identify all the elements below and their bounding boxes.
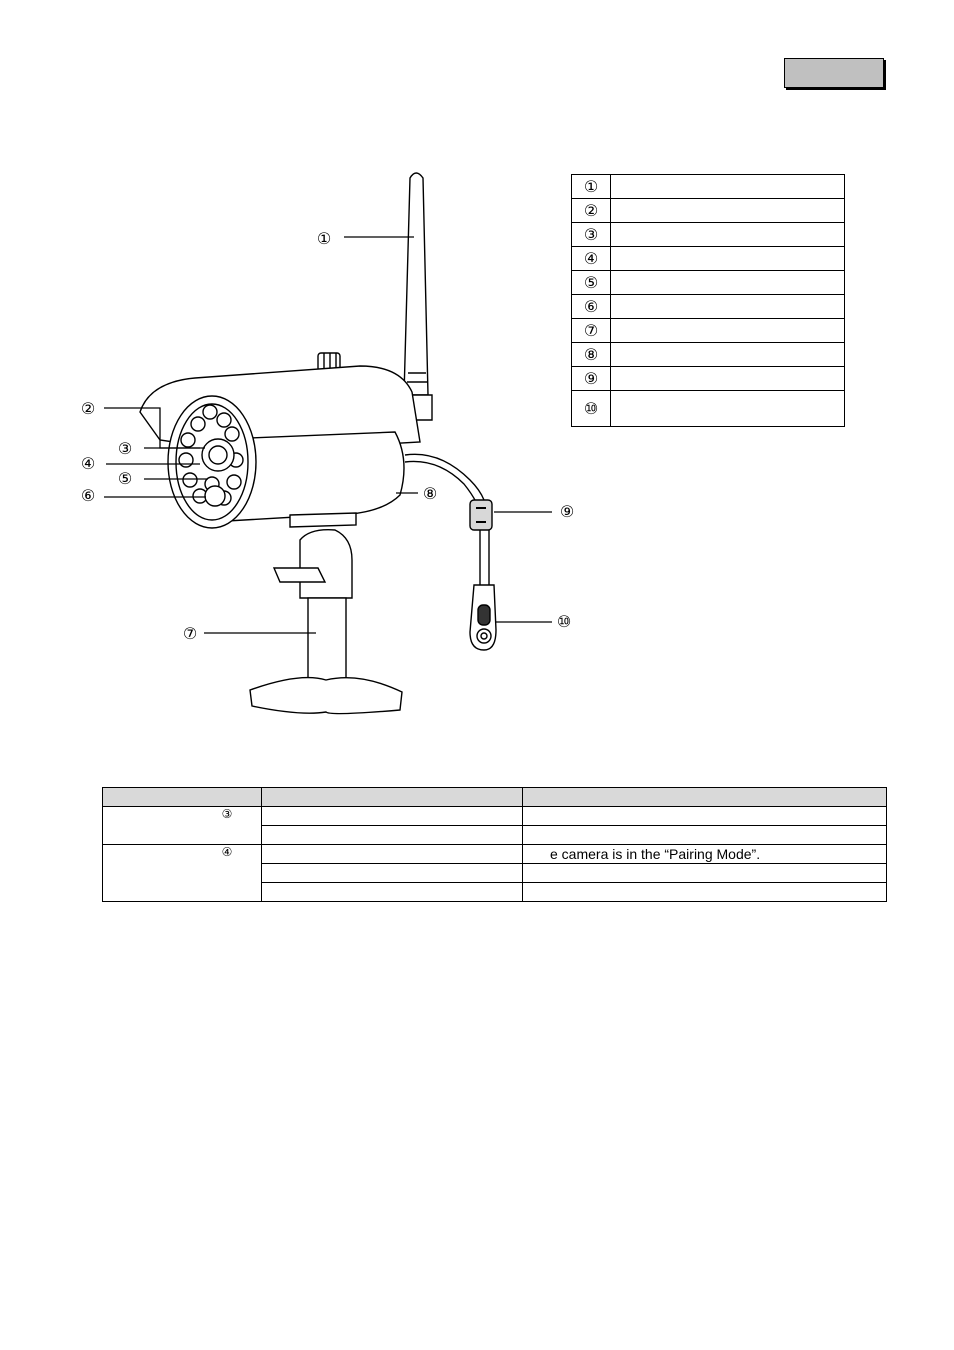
legend-row — [572, 247, 845, 271]
legend-row — [572, 343, 845, 367]
legend-number: ① — [572, 175, 611, 199]
mount-base — [250, 678, 402, 714]
legend-label — [611, 223, 845, 247]
led-group-marker: ③ — [103, 807, 262, 845]
legend-label — [611, 271, 845, 295]
table-cell — [262, 864, 523, 883]
table-cell — [262, 845, 523, 864]
callout-9: ⑨ — [559, 502, 575, 521]
legend-number: ⑤ — [572, 271, 611, 295]
callout-5: ⑤ — [117, 469, 133, 488]
table-cell — [523, 826, 887, 845]
column-header — [262, 788, 523, 807]
callout-7: ⑦ — [182, 624, 198, 643]
table-cell — [523, 864, 887, 883]
legend-row — [572, 295, 845, 319]
legend-label — [611, 295, 845, 319]
table-cell: e camera is in the “Pairing Mode”. — [523, 845, 887, 864]
legend-number: ⑥ — [572, 295, 611, 319]
legend-number: ② — [572, 199, 611, 223]
callout-1: ① — [316, 229, 332, 248]
led-group-marker: ④ — [103, 845, 262, 902]
legend-number: ③ — [572, 223, 611, 247]
legend-label — [611, 367, 845, 391]
table-cell — [262, 826, 523, 845]
table-cell — [262, 883, 523, 902]
callout-4: ④ — [80, 454, 96, 473]
legend-row — [572, 175, 845, 199]
callout-10: ⑩ — [556, 612, 572, 631]
table-header-row — [103, 788, 887, 807]
legend-row — [572, 223, 845, 247]
table-row — [103, 807, 887, 826]
table-cell — [523, 883, 887, 902]
legend-label — [611, 175, 845, 199]
antenna — [404, 173, 428, 395]
column-header — [523, 788, 887, 807]
lens — [202, 439, 234, 471]
table-row — [103, 845, 887, 864]
table-cell — [262, 807, 523, 826]
mount-joint — [300, 530, 352, 598]
parts-legend-table — [571, 174, 845, 427]
column-header — [103, 788, 262, 807]
legend-row — [572, 199, 845, 223]
legend-label — [611, 391, 845, 427]
callout-2: ② — [80, 399, 96, 418]
legend-number: ⑩ — [572, 391, 611, 427]
legend-row — [572, 319, 845, 343]
legend-number: ⑧ — [572, 343, 611, 367]
legend-label — [611, 343, 845, 367]
table-cell — [523, 807, 887, 826]
mount-pole — [308, 598, 346, 688]
callout-6: ⑥ — [80, 486, 96, 505]
callout-8: ⑧ — [422, 484, 438, 503]
legend-row — [572, 367, 845, 391]
legend-row — [572, 271, 845, 295]
ferrite-core — [470, 500, 492, 530]
callout-3: ③ — [117, 439, 133, 458]
legend-row — [572, 391, 845, 427]
legend-number: ④ — [572, 247, 611, 271]
legend-number: ⑦ — [572, 319, 611, 343]
legend-number: ⑨ — [572, 367, 611, 391]
led-status-table — [102, 787, 887, 902]
legend-label — [611, 247, 845, 271]
legend-label — [611, 199, 845, 223]
legend-label — [611, 319, 845, 343]
